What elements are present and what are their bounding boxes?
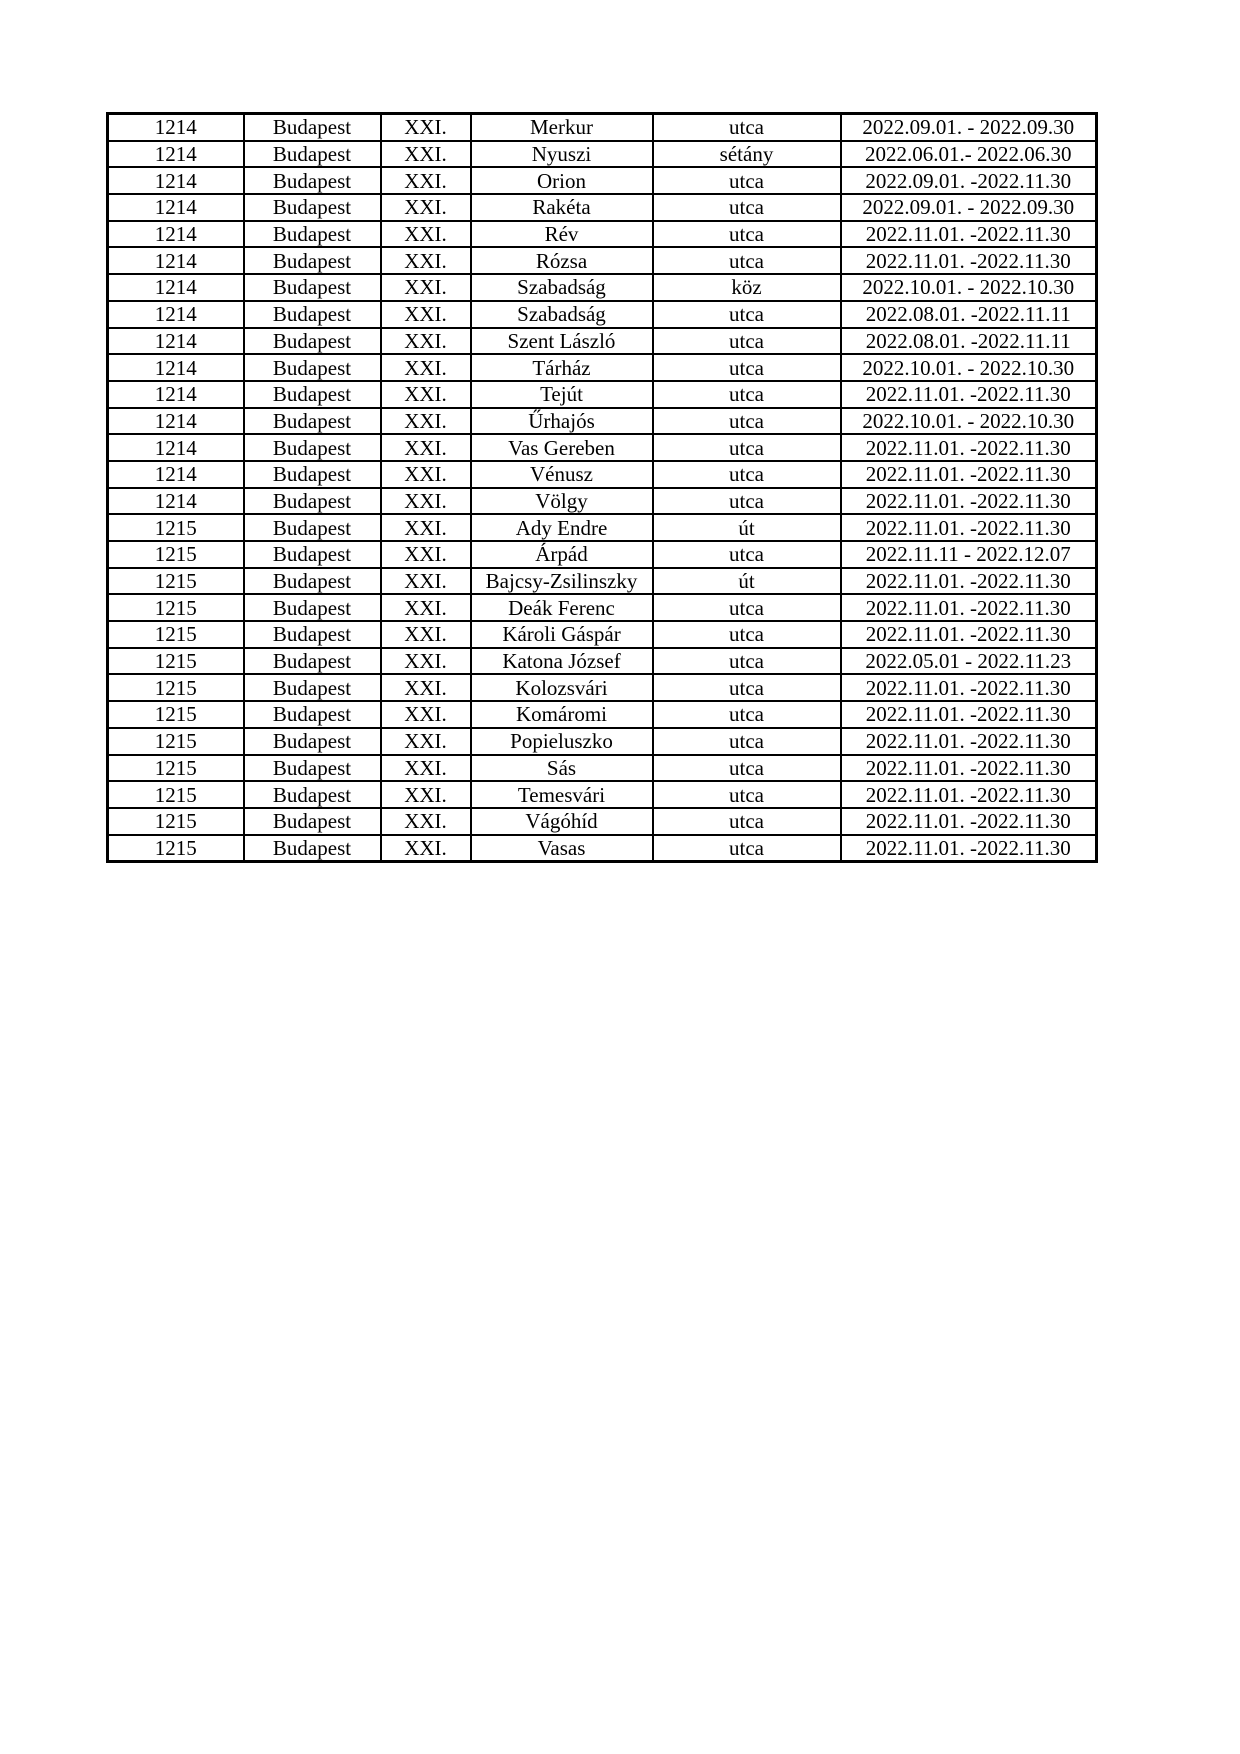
city-cell: Budapest	[244, 381, 381, 408]
street-type-cell: utca	[653, 781, 841, 808]
district-cell: XXI.	[381, 114, 471, 141]
zip-cell: 1214	[108, 328, 244, 355]
table-row	[108, 141, 1097, 168]
zip-cell: 1215	[108, 674, 244, 701]
table-row	[108, 701, 1097, 728]
city-cell: Budapest	[244, 728, 381, 755]
period-cell: 2022.10.01. - 2022.10.30	[841, 354, 1097, 381]
city-cell: Budapest	[244, 594, 381, 621]
street-type-cell: utca	[653, 247, 841, 274]
city-cell: Budapest	[244, 141, 381, 168]
street-name-cell: Károli Gáspár	[471, 621, 653, 648]
city-cell: Budapest	[244, 568, 381, 595]
zip-cell: 1215	[108, 808, 244, 835]
city-cell: Budapest	[244, 621, 381, 648]
city-cell: Budapest	[244, 274, 381, 301]
city-cell: Budapest	[244, 488, 381, 515]
table-row	[108, 301, 1097, 328]
street-type-cell: utca	[653, 434, 841, 461]
table-row	[108, 755, 1097, 782]
period-cell: 2022.08.01. -2022.11.11	[841, 328, 1097, 355]
zip-cell: 1215	[108, 728, 244, 755]
city-cell: Budapest	[244, 835, 381, 862]
street-type-cell: utca	[653, 221, 841, 248]
table-row	[108, 114, 1097, 141]
district-cell: XXI.	[381, 141, 471, 168]
street-name-cell: Rév	[471, 221, 653, 248]
table-row	[108, 781, 1097, 808]
district-cell: XXI.	[381, 354, 471, 381]
street-type-cell: út	[653, 568, 841, 595]
street-type-cell: utca	[653, 621, 841, 648]
street-name-cell: Komáromi	[471, 701, 653, 728]
zip-cell: 1214	[108, 381, 244, 408]
period-cell: 2022.10.01. - 2022.10.30	[841, 408, 1097, 435]
street-type-cell: utca	[653, 408, 841, 435]
street-name-cell: Ady Endre	[471, 514, 653, 541]
district-cell: XXI.	[381, 408, 471, 435]
street-type-cell: köz	[653, 274, 841, 301]
district-cell: XXI.	[381, 488, 471, 515]
street-closure-table	[106, 112, 1098, 863]
district-cell: XXI.	[381, 755, 471, 782]
period-cell: 2022.06.01.- 2022.06.30	[841, 141, 1097, 168]
table-row	[108, 434, 1097, 461]
period-cell: 2022.11.01. -2022.11.30	[841, 728, 1097, 755]
zip-cell: 1215	[108, 648, 244, 675]
district-cell: XXI.	[381, 541, 471, 568]
table-row	[108, 167, 1097, 194]
period-cell: 2022.11.01. -2022.11.30	[841, 674, 1097, 701]
table-row	[108, 835, 1097, 862]
district-cell: XXI.	[381, 194, 471, 221]
city-cell: Budapest	[244, 514, 381, 541]
district-cell: XXI.	[381, 434, 471, 461]
table-row	[108, 221, 1097, 248]
city-cell: Budapest	[244, 247, 381, 274]
street-name-cell: Völgy	[471, 488, 653, 515]
city-cell: Budapest	[244, 781, 381, 808]
street-name-cell: Vas Gereben	[471, 434, 653, 461]
city-cell: Budapest	[244, 301, 381, 328]
zip-cell: 1214	[108, 408, 244, 435]
period-cell: 2022.11.01. -2022.11.30	[841, 461, 1097, 488]
table-row	[108, 274, 1097, 301]
city-cell: Budapest	[244, 674, 381, 701]
district-cell: XXI.	[381, 461, 471, 488]
city-cell: Budapest	[244, 194, 381, 221]
street-name-cell: Vágóhíd	[471, 808, 653, 835]
district-cell: XXI.	[381, 247, 471, 274]
district-cell: XXI.	[381, 648, 471, 675]
zip-cell: 1214	[108, 221, 244, 248]
table-row	[108, 194, 1097, 221]
street-name-cell: Popieluszko	[471, 728, 653, 755]
street-name-cell: Szabadság	[471, 274, 653, 301]
street-type-cell: utca	[653, 808, 841, 835]
period-cell: 2022.11.01. -2022.11.30	[841, 594, 1097, 621]
period-cell: 2022.11.01. -2022.11.30	[841, 221, 1097, 248]
city-cell: Budapest	[244, 221, 381, 248]
street-name-cell: Orion	[471, 167, 653, 194]
street-type-cell: út	[653, 514, 841, 541]
city-cell: Budapest	[244, 167, 381, 194]
zip-cell: 1215	[108, 621, 244, 648]
table-row	[108, 247, 1097, 274]
street-name-cell: Tejút	[471, 381, 653, 408]
table-row	[108, 328, 1097, 355]
period-cell: 2022.11.11 - 2022.12.07	[841, 541, 1097, 568]
city-cell: Budapest	[244, 541, 381, 568]
period-cell: 2022.11.01. -2022.11.30	[841, 621, 1097, 648]
zip-cell: 1214	[108, 247, 244, 274]
street-type-cell: utca	[653, 594, 841, 621]
zip-cell: 1214	[108, 434, 244, 461]
district-cell: XXI.	[381, 301, 471, 328]
city-cell: Budapest	[244, 808, 381, 835]
zip-cell: 1215	[108, 781, 244, 808]
street-type-cell: sétány	[653, 141, 841, 168]
district-cell: XXI.	[381, 221, 471, 248]
zip-cell: 1214	[108, 194, 244, 221]
street-type-cell: utca	[653, 755, 841, 782]
table-row	[108, 541, 1097, 568]
district-cell: XXI.	[381, 808, 471, 835]
zip-cell: 1214	[108, 461, 244, 488]
street-name-cell: Vasas	[471, 835, 653, 862]
district-cell: XXI.	[381, 594, 471, 621]
district-cell: XXI.	[381, 167, 471, 194]
period-cell: 2022.09.01. -2022.11.30	[841, 167, 1097, 194]
city-cell: Budapest	[244, 755, 381, 782]
period-cell: 2022.08.01. -2022.11.11	[841, 301, 1097, 328]
street-type-cell: utca	[653, 167, 841, 194]
street-name-cell: Deák Ferenc	[471, 594, 653, 621]
street-name-cell: Szent László	[471, 328, 653, 355]
district-cell: XXI.	[381, 621, 471, 648]
street-name-cell: Merkur	[471, 114, 653, 141]
street-type-cell: utca	[653, 728, 841, 755]
district-cell: XXI.	[381, 381, 471, 408]
city-cell: Budapest	[244, 648, 381, 675]
street-type-cell: utca	[653, 461, 841, 488]
table-row	[108, 514, 1097, 541]
table-row	[108, 488, 1097, 515]
street-type-cell: utca	[653, 328, 841, 355]
table-row	[108, 408, 1097, 435]
district-cell: XXI.	[381, 781, 471, 808]
street-name-cell: Rakéta	[471, 194, 653, 221]
table-row	[108, 354, 1097, 381]
street-type-cell: utca	[653, 541, 841, 568]
period-cell: 2022.11.01. -2022.11.30	[841, 434, 1097, 461]
period-cell: 2022.11.01. -2022.11.30	[841, 247, 1097, 274]
table-row	[108, 594, 1097, 621]
table-row	[108, 568, 1097, 595]
period-cell: 2022.10.01. - 2022.10.30	[841, 274, 1097, 301]
street-type-cell: utca	[653, 114, 841, 141]
period-cell: 2022.09.01. - 2022.09.30	[841, 114, 1097, 141]
street-name-cell: Katona József	[471, 648, 653, 675]
street-type-cell: utca	[653, 301, 841, 328]
street-name-cell: Temesvári	[471, 781, 653, 808]
street-type-cell: utca	[653, 194, 841, 221]
district-cell: XXI.	[381, 568, 471, 595]
table-row	[108, 808, 1097, 835]
period-cell: 2022.11.01. -2022.11.30	[841, 701, 1097, 728]
street-type-cell: utca	[653, 381, 841, 408]
street-type-cell: utca	[653, 354, 841, 381]
zip-cell: 1215	[108, 594, 244, 621]
street-name-cell: Árpád	[471, 541, 653, 568]
district-cell: XXI.	[381, 328, 471, 355]
zip-cell: 1214	[108, 354, 244, 381]
city-cell: Budapest	[244, 114, 381, 141]
table-body	[108, 114, 1097, 862]
street-type-cell: utca	[653, 648, 841, 675]
street-type-cell: utca	[653, 701, 841, 728]
street-name-cell: Szabadság	[471, 301, 653, 328]
street-name-cell: Rózsa	[471, 247, 653, 274]
zip-cell: 1215	[108, 568, 244, 595]
table-row	[108, 674, 1097, 701]
street-name-cell: Bajcsy-Zsilinszky	[471, 568, 653, 595]
zip-cell: 1214	[108, 301, 244, 328]
zip-cell: 1215	[108, 835, 244, 862]
city-cell: Budapest	[244, 434, 381, 461]
city-cell: Budapest	[244, 354, 381, 381]
period-cell: 2022.11.01. -2022.11.30	[841, 568, 1097, 595]
street-type-cell: utca	[653, 488, 841, 515]
district-cell: XXI.	[381, 514, 471, 541]
zip-cell: 1214	[108, 114, 244, 141]
period-cell: 2022.11.01. -2022.11.30	[841, 781, 1097, 808]
district-cell: XXI.	[381, 728, 471, 755]
street-name-cell: Tárház	[471, 354, 653, 381]
zip-cell: 1215	[108, 755, 244, 782]
zip-cell: 1215	[108, 514, 244, 541]
period-cell: 2022.11.01. -2022.11.30	[841, 488, 1097, 515]
district-cell: XXI.	[381, 274, 471, 301]
period-cell: 2022.11.01. -2022.11.30	[841, 835, 1097, 862]
city-cell: Budapest	[244, 701, 381, 728]
table-row	[108, 648, 1097, 675]
zip-cell: 1215	[108, 701, 244, 728]
street-name-cell: Űrhajós	[471, 408, 653, 435]
street-name-cell: Nyuszi	[471, 141, 653, 168]
period-cell: 2022.11.01. -2022.11.30	[841, 808, 1097, 835]
period-cell: 2022.11.01. -2022.11.30	[841, 755, 1097, 782]
table-row	[108, 381, 1097, 408]
zip-cell: 1214	[108, 274, 244, 301]
table-row	[108, 621, 1097, 648]
street-name-cell: Kolozsvári	[471, 674, 653, 701]
street-name-cell: Sás	[471, 755, 653, 782]
street-type-cell: utca	[653, 835, 841, 862]
period-cell: 2022.11.01. -2022.11.30	[841, 514, 1097, 541]
district-cell: XXI.	[381, 835, 471, 862]
city-cell: Budapest	[244, 408, 381, 435]
city-cell: Budapest	[244, 328, 381, 355]
district-cell: XXI.	[381, 701, 471, 728]
period-cell: 2022.05.01 - 2022.11.23	[841, 648, 1097, 675]
zip-cell: 1214	[108, 167, 244, 194]
table-row	[108, 728, 1097, 755]
zip-cell: 1214	[108, 141, 244, 168]
table-row	[108, 461, 1097, 488]
city-cell: Budapest	[244, 461, 381, 488]
street-name-cell: Vénusz	[471, 461, 653, 488]
zip-cell: 1214	[108, 488, 244, 515]
street-type-cell: utca	[653, 674, 841, 701]
zip-cell: 1215	[108, 541, 244, 568]
district-cell: XXI.	[381, 674, 471, 701]
period-cell: 2022.11.01. -2022.11.30	[841, 381, 1097, 408]
period-cell: 2022.09.01. - 2022.09.30	[841, 194, 1097, 221]
